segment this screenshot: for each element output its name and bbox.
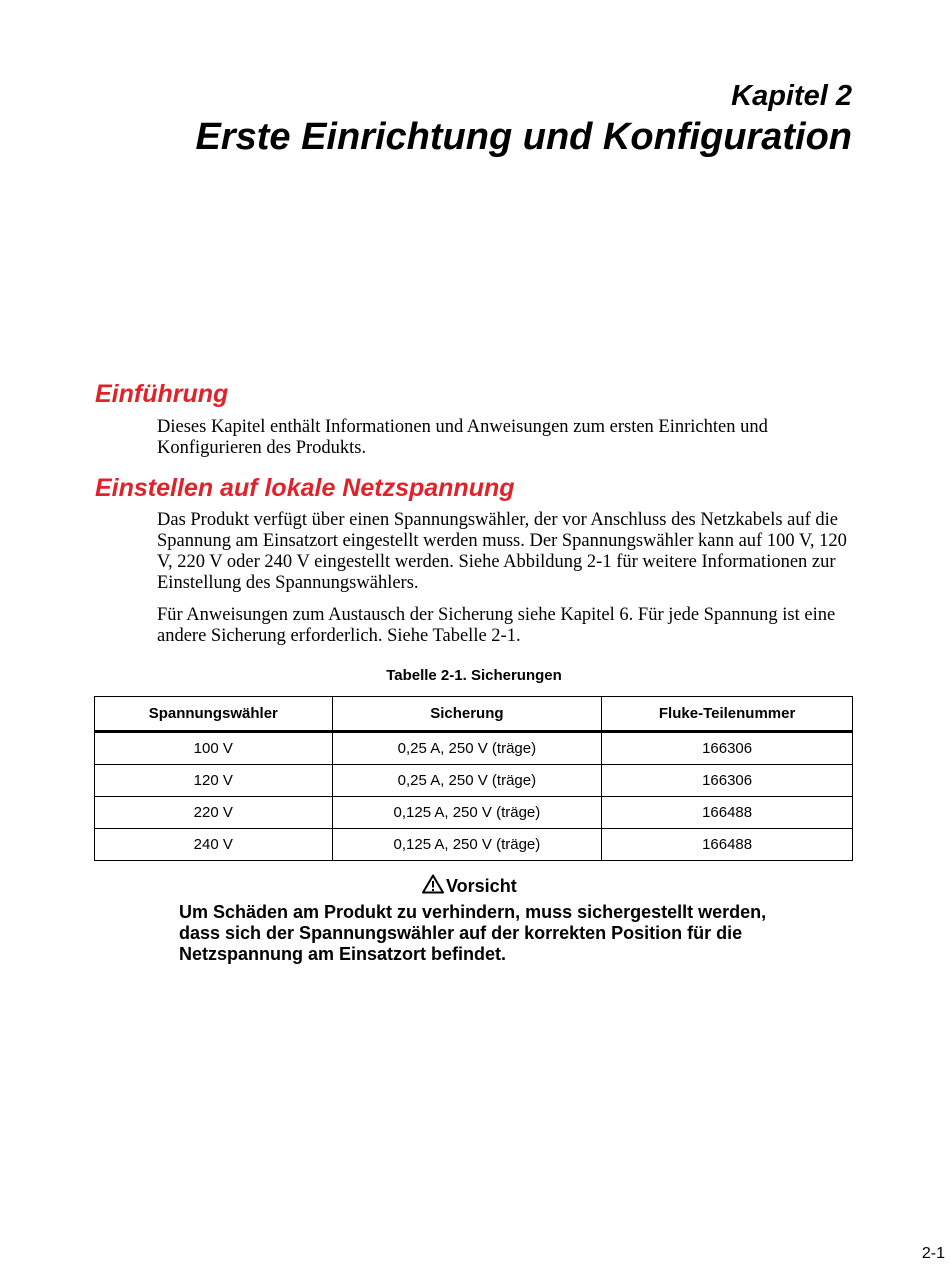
fuse-table [94,696,853,861]
line-voltage-paragraph-2: Für Anweisungen zum Austausch der Sicherung siehe Kapitel 6. Für jede Spannung ist eine andere Sicherung erforderlich. Siehe Tabelle 2-1. [157,605,836,646]
table-cell: 0,25 A, 250 V (träge) [332,732,602,765]
table-row [95,829,853,861]
line-voltage-paragraph-1: Das Produkt verfügt über einen Spannungswähler, der vor Anschluss des Netzkabels auf die Spannung am Einsatzort eingestellt werden muss. Der Spannungswähler kann auf 100 V, 120 V, 220 V oder 240 V eingestellt werden. Siehe Abbildung 2-1 für weitere Informationen zur Einstellung des Spannungswählers. [157,510,847,593]
warning-triangle-icon [422,874,446,899]
table-cell: 166306 [602,765,853,797]
chapter-number: Kapitel 2 [731,80,852,112]
table-row [95,765,853,797]
table-cell: 166306 [602,732,853,765]
table-cell: 166488 [602,797,853,829]
caution-text: Um Schäden am Produkt zu verhindern, muss sichergestellt werden, dass sich der Spannungswähler auf der korrekten Position für die Netzspannung am Einsatzort befindet. [179,902,767,964]
table-cell: 166488 [602,829,853,861]
table-cell: 220 V [95,797,333,829]
chapter-title: Erste Einrichtung und Konfiguration [195,116,852,158]
section-heading-introduction: Einführung [95,380,229,408]
table-cell: 0,125 A, 250 V (träge) [332,829,602,861]
table-cell: 240 V [95,829,333,861]
page-number: 2-1 [921,1245,945,1262]
section-heading-line-voltage: Einstellen auf lokale Netzspannung [95,474,515,502]
table-cell: 120 V [95,765,333,797]
table-row [95,732,853,765]
table-caption: Tabelle 2-1. Sicherungen [386,667,562,684]
table-cell: 100 V [95,732,333,765]
introduction-paragraph: Dieses Kapitel enthält Informationen und Anweisungen zum ersten Einrichten und Konfigurieren des Produkts. [157,417,768,458]
column-header-voltage-selector: Spannungswähler [95,697,333,732]
caution-title: Vorsicht [446,876,517,896]
table-cell: 0,25 A, 250 V (träge) [332,765,602,797]
column-header-fuse: Sicherung [332,697,602,732]
caution-label [422,874,517,899]
table-cell: 0,125 A, 250 V (träge) [332,797,602,829]
table-header-row [95,697,853,732]
table-row [95,797,853,829]
column-header-part-number: Fluke-Teilenummer [602,697,853,732]
